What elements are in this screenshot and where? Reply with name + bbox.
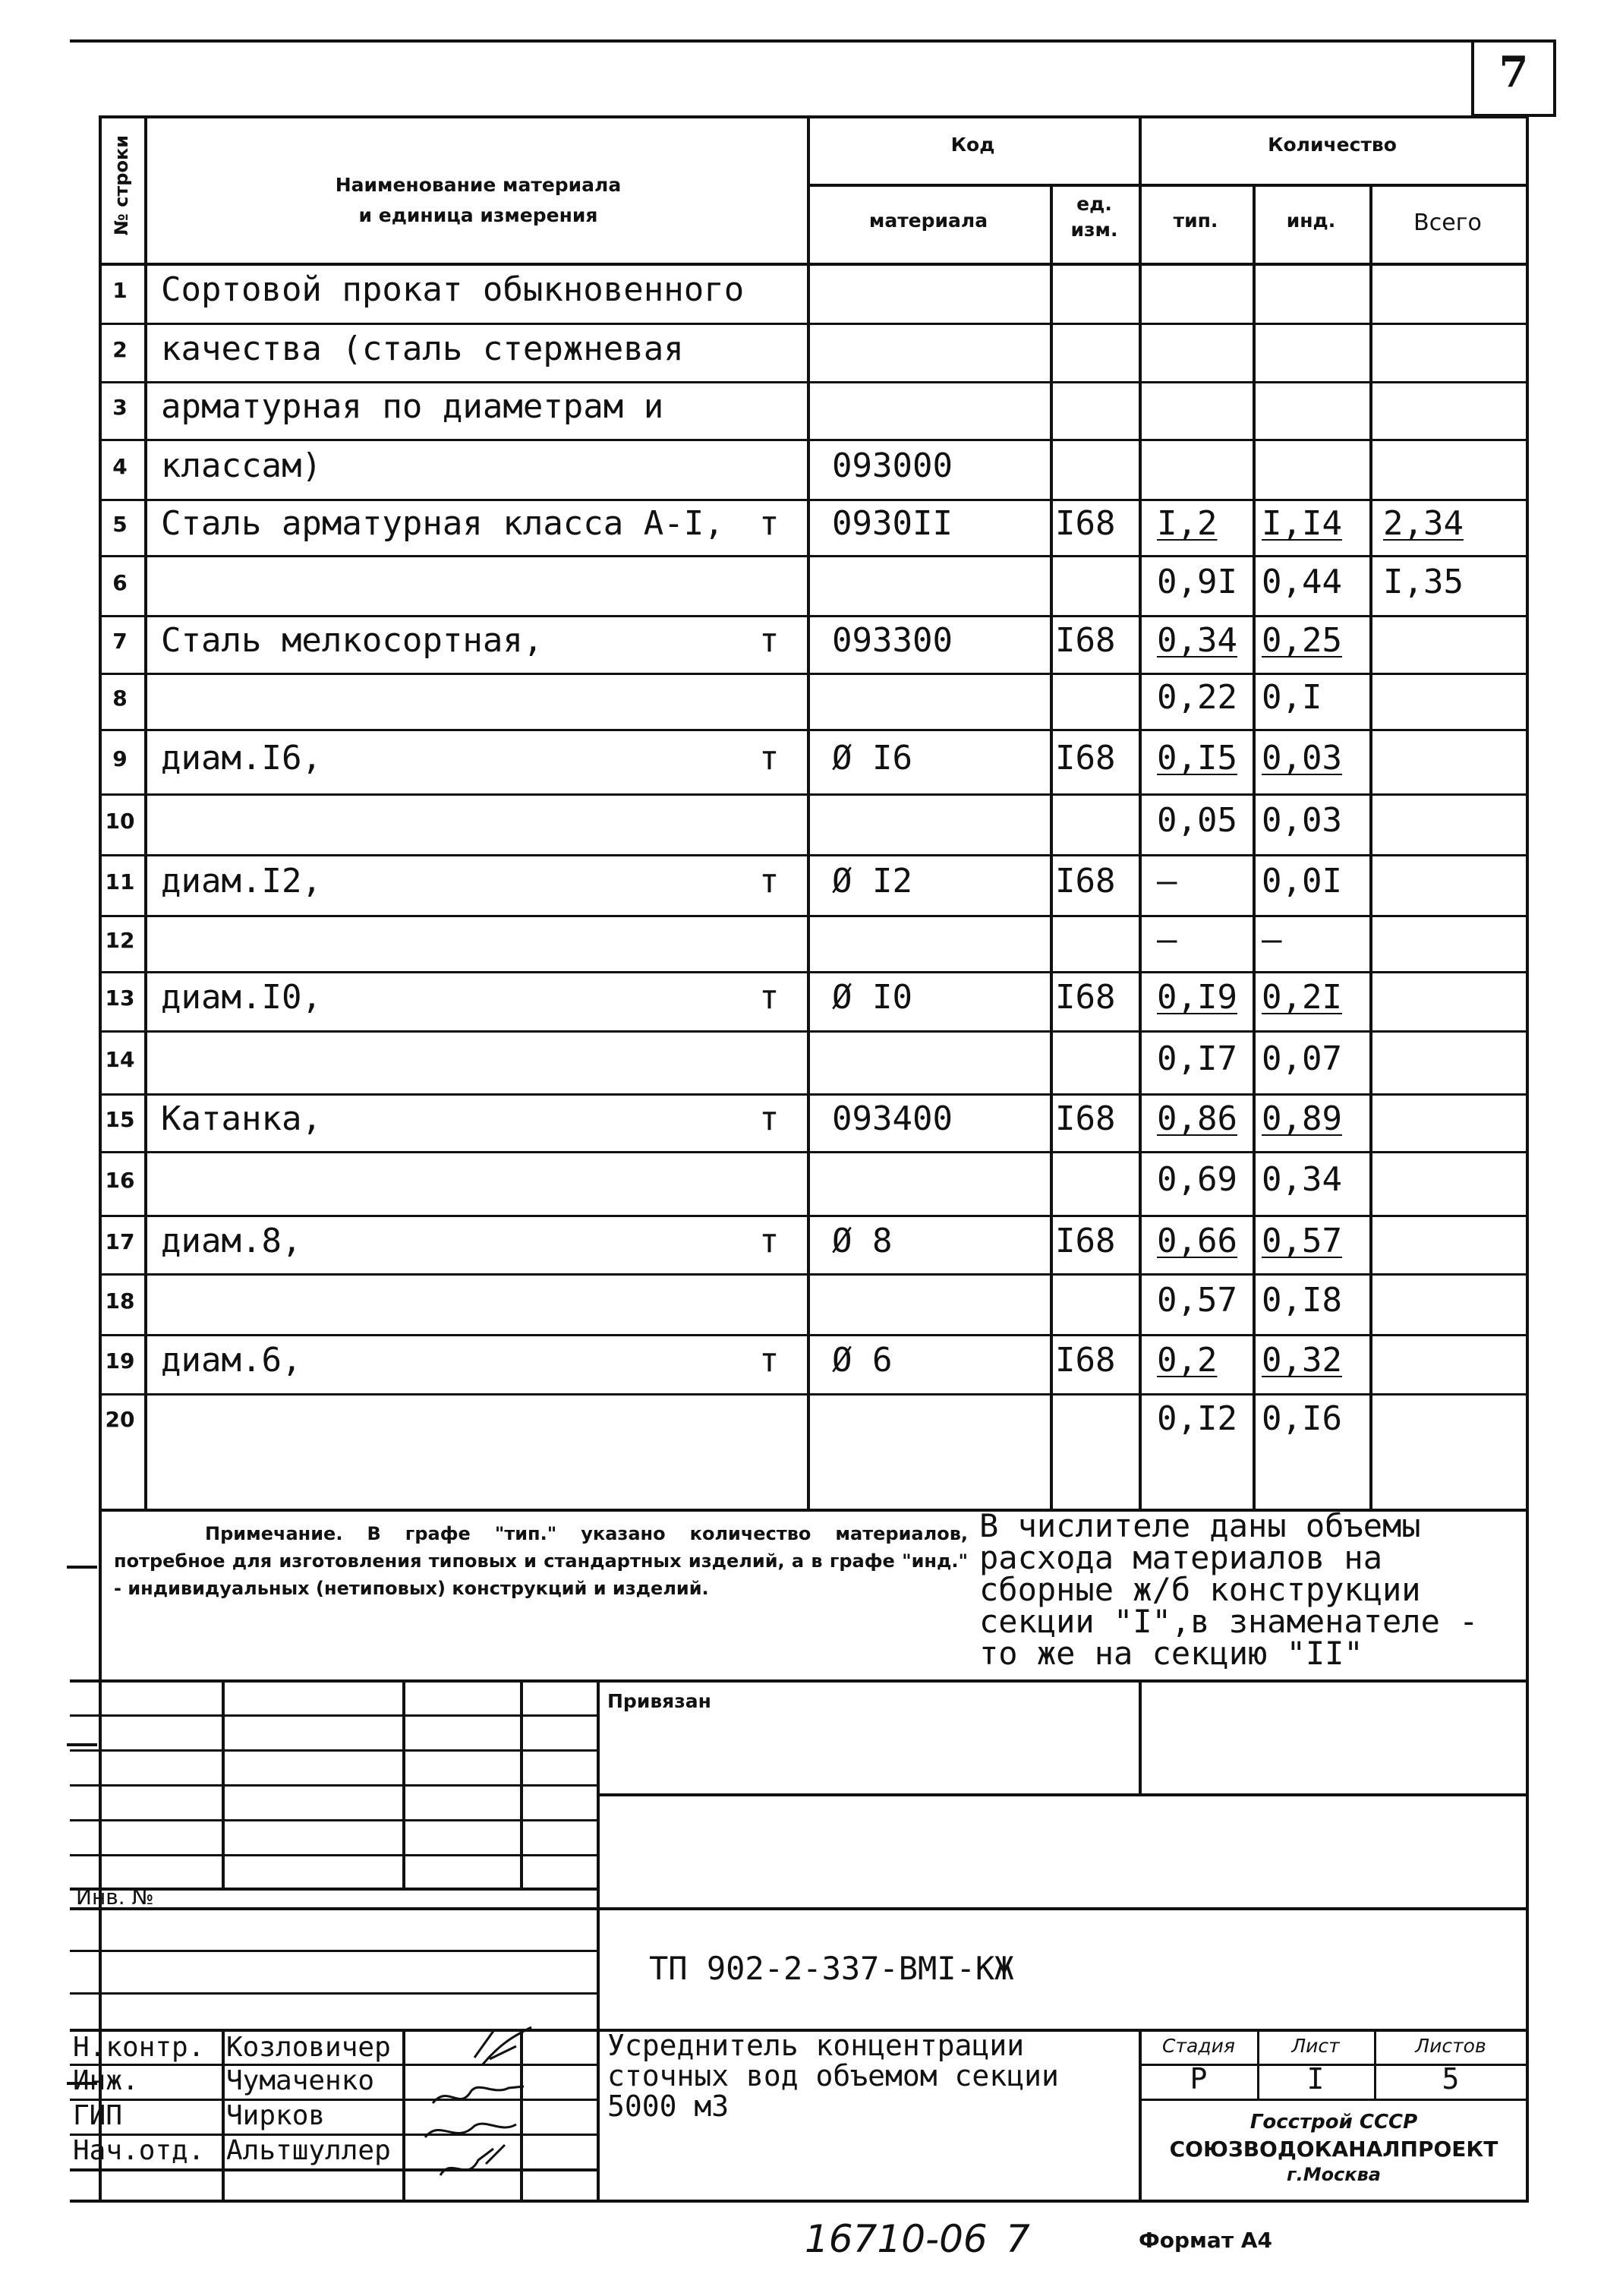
quantity-ind: 0,03 <box>1262 739 1342 777</box>
quantity-typ: 0,I5 <box>1157 739 1237 777</box>
quantity-typ: – <box>1157 862 1177 900</box>
quantity-ind: 0,32 <box>1262 1341 1342 1380</box>
name-unit: т <box>759 978 780 1017</box>
quantity-ind: I,I4 <box>1262 504 1342 543</box>
staff-name: Альтшуллер <box>226 2135 391 2166</box>
sheet-value: I <box>1306 2062 1325 2096</box>
name-unit: т <box>759 504 780 543</box>
quantity-ind: 0,0I <box>1262 862 1342 900</box>
stage-value: Р <box>1190 2062 1208 2096</box>
row-number: 13 <box>105 986 135 1011</box>
quantity-typ: 0,69 <box>1157 1160 1237 1199</box>
org-city: г.Москва <box>1287 2164 1381 2185</box>
typ-header: тип. <box>1173 210 1218 232</box>
row-number: 1 <box>112 278 128 303</box>
quantity-ind: 0,57 <box>1262 1222 1342 1260</box>
material-code: 0930II <box>832 504 953 543</box>
unit-code: I68 <box>1055 621 1116 660</box>
row-number: 12 <box>105 928 135 953</box>
row-number: 18 <box>105 1288 135 1314</box>
quantity-typ: 0,05 <box>1157 801 1237 840</box>
row-number-header: № строки <box>111 134 132 236</box>
quantity-typ: 0,57 <box>1157 1281 1237 1320</box>
row-number: 6 <box>112 570 128 595</box>
quantity-typ: – <box>1157 920 1177 959</box>
paper-format: Формат А4 <box>1139 2228 1272 2253</box>
material-name: диам.I6, <box>161 739 322 777</box>
material-name: диам.6, <box>161 1341 302 1380</box>
unit-code: I68 <box>1055 504 1116 543</box>
staff-name: Чумаченко <box>226 2065 375 2096</box>
unit-code: I68 <box>1055 1099 1116 1138</box>
material-name: диам.I0, <box>161 978 322 1017</box>
quantity-ind: 0,44 <box>1262 563 1342 601</box>
quantity-typ: 0,I7 <box>1157 1039 1237 1078</box>
name-header: Наименование материала и единица измерения <box>335 174 622 226</box>
quantity-ind: 0,07 <box>1262 1039 1342 1078</box>
quantity-total: 2,34 <box>1383 504 1464 543</box>
unit-header: ед. изм. <box>1070 193 1118 241</box>
quantity-ind: 0,03 <box>1262 801 1342 840</box>
unit-code: I68 <box>1055 1222 1116 1260</box>
material-code: Ø 8 <box>832 1222 893 1260</box>
unit-code: I68 <box>1055 978 1116 1017</box>
unit-code: I68 <box>1055 739 1116 777</box>
footer-number: 16710-06 <box>805 2217 988 2261</box>
material-name: диам.8, <box>161 1222 302 1260</box>
quantity-ind: 0,25 <box>1262 621 1342 660</box>
material-name: Сортовой прокат обыкновенного <box>161 270 745 309</box>
unit-code: I68 <box>1055 862 1116 900</box>
quantity-typ: 0,22 <box>1157 678 1237 717</box>
name-unit: т <box>759 862 780 900</box>
material-code: Ø 6 <box>832 1341 893 1380</box>
row-number: 8 <box>112 686 128 711</box>
row-number: 19 <box>105 1348 135 1374</box>
sheets-value: 5 <box>1442 2062 1460 2096</box>
row-number: 15 <box>105 1107 135 1132</box>
footer-page: 7 <box>1006 2217 1030 2261</box>
material-code-header: материала <box>868 210 988 232</box>
staff-name: Чирков <box>226 2100 326 2131</box>
code-header: Код <box>950 134 995 156</box>
material-code: Ø I6 <box>832 739 912 777</box>
row-number: 4 <box>112 454 128 479</box>
sheets-label: Листов <box>1415 2035 1486 2057</box>
name-unit: т <box>759 1222 780 1260</box>
stage-label: Стадия <box>1162 2035 1235 2057</box>
signature-scribbles <box>402 2012 600 2194</box>
sheet-label: Лист <box>1291 2035 1340 2057</box>
row-number: 14 <box>105 1047 135 1072</box>
row-number: 9 <box>112 746 128 771</box>
quantity-typ: I,2 <box>1157 504 1218 543</box>
staff-role: Н.контр. <box>73 2032 205 2063</box>
material-name: Катанка, <box>161 1099 322 1138</box>
row-number: 7 <box>112 629 128 654</box>
inventory-number-label: Инв. № <box>76 1884 154 1910</box>
quantity-typ: 0,I9 <box>1157 978 1237 1017</box>
note-right: В числителе даны объемы расхода материалов на сборные ж/б конструкции секции "I",в знаменателе - то же на секцию "II" <box>979 1507 1479 1672</box>
org-name: СОЮЗВОДОКАНАЛПРОЕКТ <box>1169 2137 1498 2162</box>
quantity-ind: 0,89 <box>1262 1099 1342 1138</box>
page-number: 7 <box>1498 47 1529 97</box>
material-name: диам.I2, <box>161 862 322 900</box>
quantity-total: I,35 <box>1383 563 1464 601</box>
name-unit: т <box>759 1341 780 1380</box>
note-left: Примечание. В графе "тип." указано количество материалов, потребное для изготовления типовых и стандартных изделий, а в графе "инд." - индивидуальных (нетиповых) конструкций и изделий. <box>114 1523 968 1599</box>
staff-role: ГИП <box>73 2100 123 2131</box>
ind-header: инд. <box>1286 210 1336 232</box>
row-number: 16 <box>105 1168 135 1193</box>
unit-code: I68 <box>1055 1341 1116 1380</box>
attached-label: Привязан <box>607 1690 711 1712</box>
quantity-typ: 0,I2 <box>1157 1399 1237 1438</box>
quantity-ind: 0,I6 <box>1262 1399 1342 1438</box>
name-unit: т <box>759 1099 780 1138</box>
org-ministry: Госстрой СССР <box>1249 2111 1418 2134</box>
staff-role: Нач.отд. <box>73 2135 205 2166</box>
quantity-ind: 0,I <box>1262 678 1322 717</box>
material-code: 093000 <box>832 446 953 485</box>
row-number: 17 <box>105 1229 135 1254</box>
drawing-title: Усреднитель концентрации сточных вод объемом секции 5000 м3 <box>607 2029 1059 2123</box>
material-name: качества (сталь стержневая <box>161 330 684 368</box>
material-code: Ø I0 <box>832 978 912 1017</box>
quantity-header: Количество <box>1268 134 1397 156</box>
name-unit: т <box>759 739 780 777</box>
total-header: Всего <box>1413 210 1482 236</box>
quantity-ind: 0,I8 <box>1262 1281 1342 1320</box>
material-name: арматурная по диаметрам и <box>161 387 664 426</box>
row-number: 2 <box>112 337 128 362</box>
quantity-typ: 0,9I <box>1157 563 1237 601</box>
material-name: Сталь арматурная класса А-I, <box>161 504 724 543</box>
row-number: 11 <box>105 869 135 894</box>
row-number: 20 <box>105 1407 135 1432</box>
quantity-ind: 0,2I <box>1262 978 1342 1017</box>
row-number: 10 <box>105 809 135 834</box>
material-code: 093300 <box>832 621 953 660</box>
material-name: классам) <box>161 446 322 485</box>
quantity-typ: 0,2 <box>1157 1341 1218 1380</box>
quantity-ind: – <box>1262 920 1282 959</box>
staff-role: Инж. <box>73 2065 139 2096</box>
material-code: Ø I2 <box>832 862 912 900</box>
row-number: 3 <box>112 395 128 420</box>
row-number: 5 <box>112 512 128 537</box>
quantity-typ: 0,34 <box>1157 621 1237 660</box>
quantity-ind: 0,34 <box>1262 1160 1342 1199</box>
name-unit: т <box>759 621 780 660</box>
material-code: 093400 <box>832 1099 953 1138</box>
quantity-typ: 0,66 <box>1157 1222 1237 1260</box>
quantity-typ: 0,86 <box>1157 1099 1237 1138</box>
material-name: Сталь мелкосортная, <box>161 621 544 660</box>
staff-name: Козловичер <box>226 2032 391 2063</box>
document-code: ТП 902-2-337-ВМI-КЖ <box>649 1950 1014 1987</box>
